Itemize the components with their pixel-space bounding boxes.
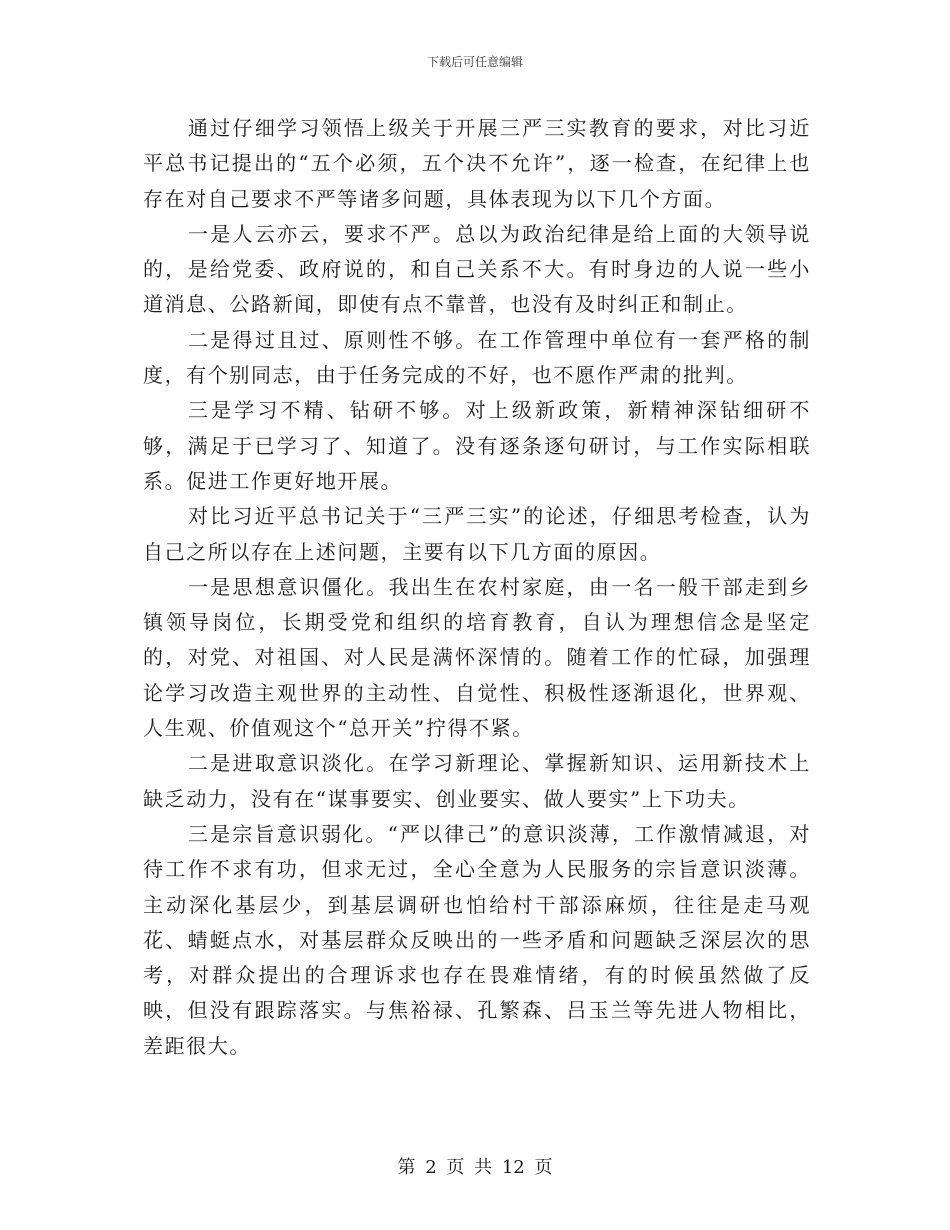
paragraph: 三是学习不精、钻研不够。对上级新政策，新精神深钻细研不够，满足于已学习了、知道了。没有逐条逐句研讨，与工作实际相联系。促进工作更好地开展。 [143,398,811,493]
paragraph: 一是思想意识僵化。我出生在农村家庭，由一名一般干部走到乡镇领导岗位，长期受党和组织的培育教育，自认为理想信念是坚定的，对党、对祖国、对人民是满怀深情的。随着工作的忙碌，加强理论学习改造主观世界的主动性、自觉性、积极性逐渐退化，世界观、人生观、价值观这个“总开关”拧得不紧。 [143,574,811,741]
paragraph: 通过仔细学习领悟上级关于开展三严三实教育的要求，对比习近平总书记提出的“五个必须，五个决不允许”，逐一检查，在纪律上也存在对自己要求不严等诸多问题，具体表现为以下几个方面。 [143,116,811,211]
page-number: 第 2 页 共 12 页 [397,1157,553,1178]
paragraph: 三是宗旨意识弱化。“严以律己”的意识淡薄，工作激情减退，对待工作不求有功，但求无过，全心全意为人民服务的宗旨意识淡薄。主动深化基层少，到基层调研也怕给村干部添麻烦，往往是走马观花、蜻蜓点水，对基层群众反映出的一些矛盾和问题缺乏深层次的思考，对群众提出的合理诉求也存在畏难情绪，有的时候虽然做了反映，但没有跟踪落实。与焦裕禄、孔繁森、吕玉兰等先进人物相比，差距很大。 [143,821,811,1058]
page-header-note: 下载后可任意编辑 [426,55,523,69]
paragraph: 一是人云亦云，要求不严。总以为政治纪律是给上面的大领导说的，是给党委、政府说的，和自己关系不大。有时身边的人说一些小道消息、公路新闻，即使有点不靠普，也没有及时纠正和制止。 [143,221,811,317]
document-body [143,111,811,1064]
paragraph: 二是进取意识淡化。在学习新理论、掌握新知识、运用新技术上缺乏动力，没有在“谋事要实、创业要实、做人要实”上下功夫。 [143,751,811,811]
paragraph: 二是得过且过、原则性不够。在工作管理中单位有一套严格的制度，有个别同志，由于任务完成的不好，也不愿作严肃的批判。 [143,327,811,388]
paragraph: 对比习近平总书记关于“三严三实”的论述，仔细思考检查，认为自己之所以存在上述问题，主要有以下几方面的原因。 [143,504,811,564]
